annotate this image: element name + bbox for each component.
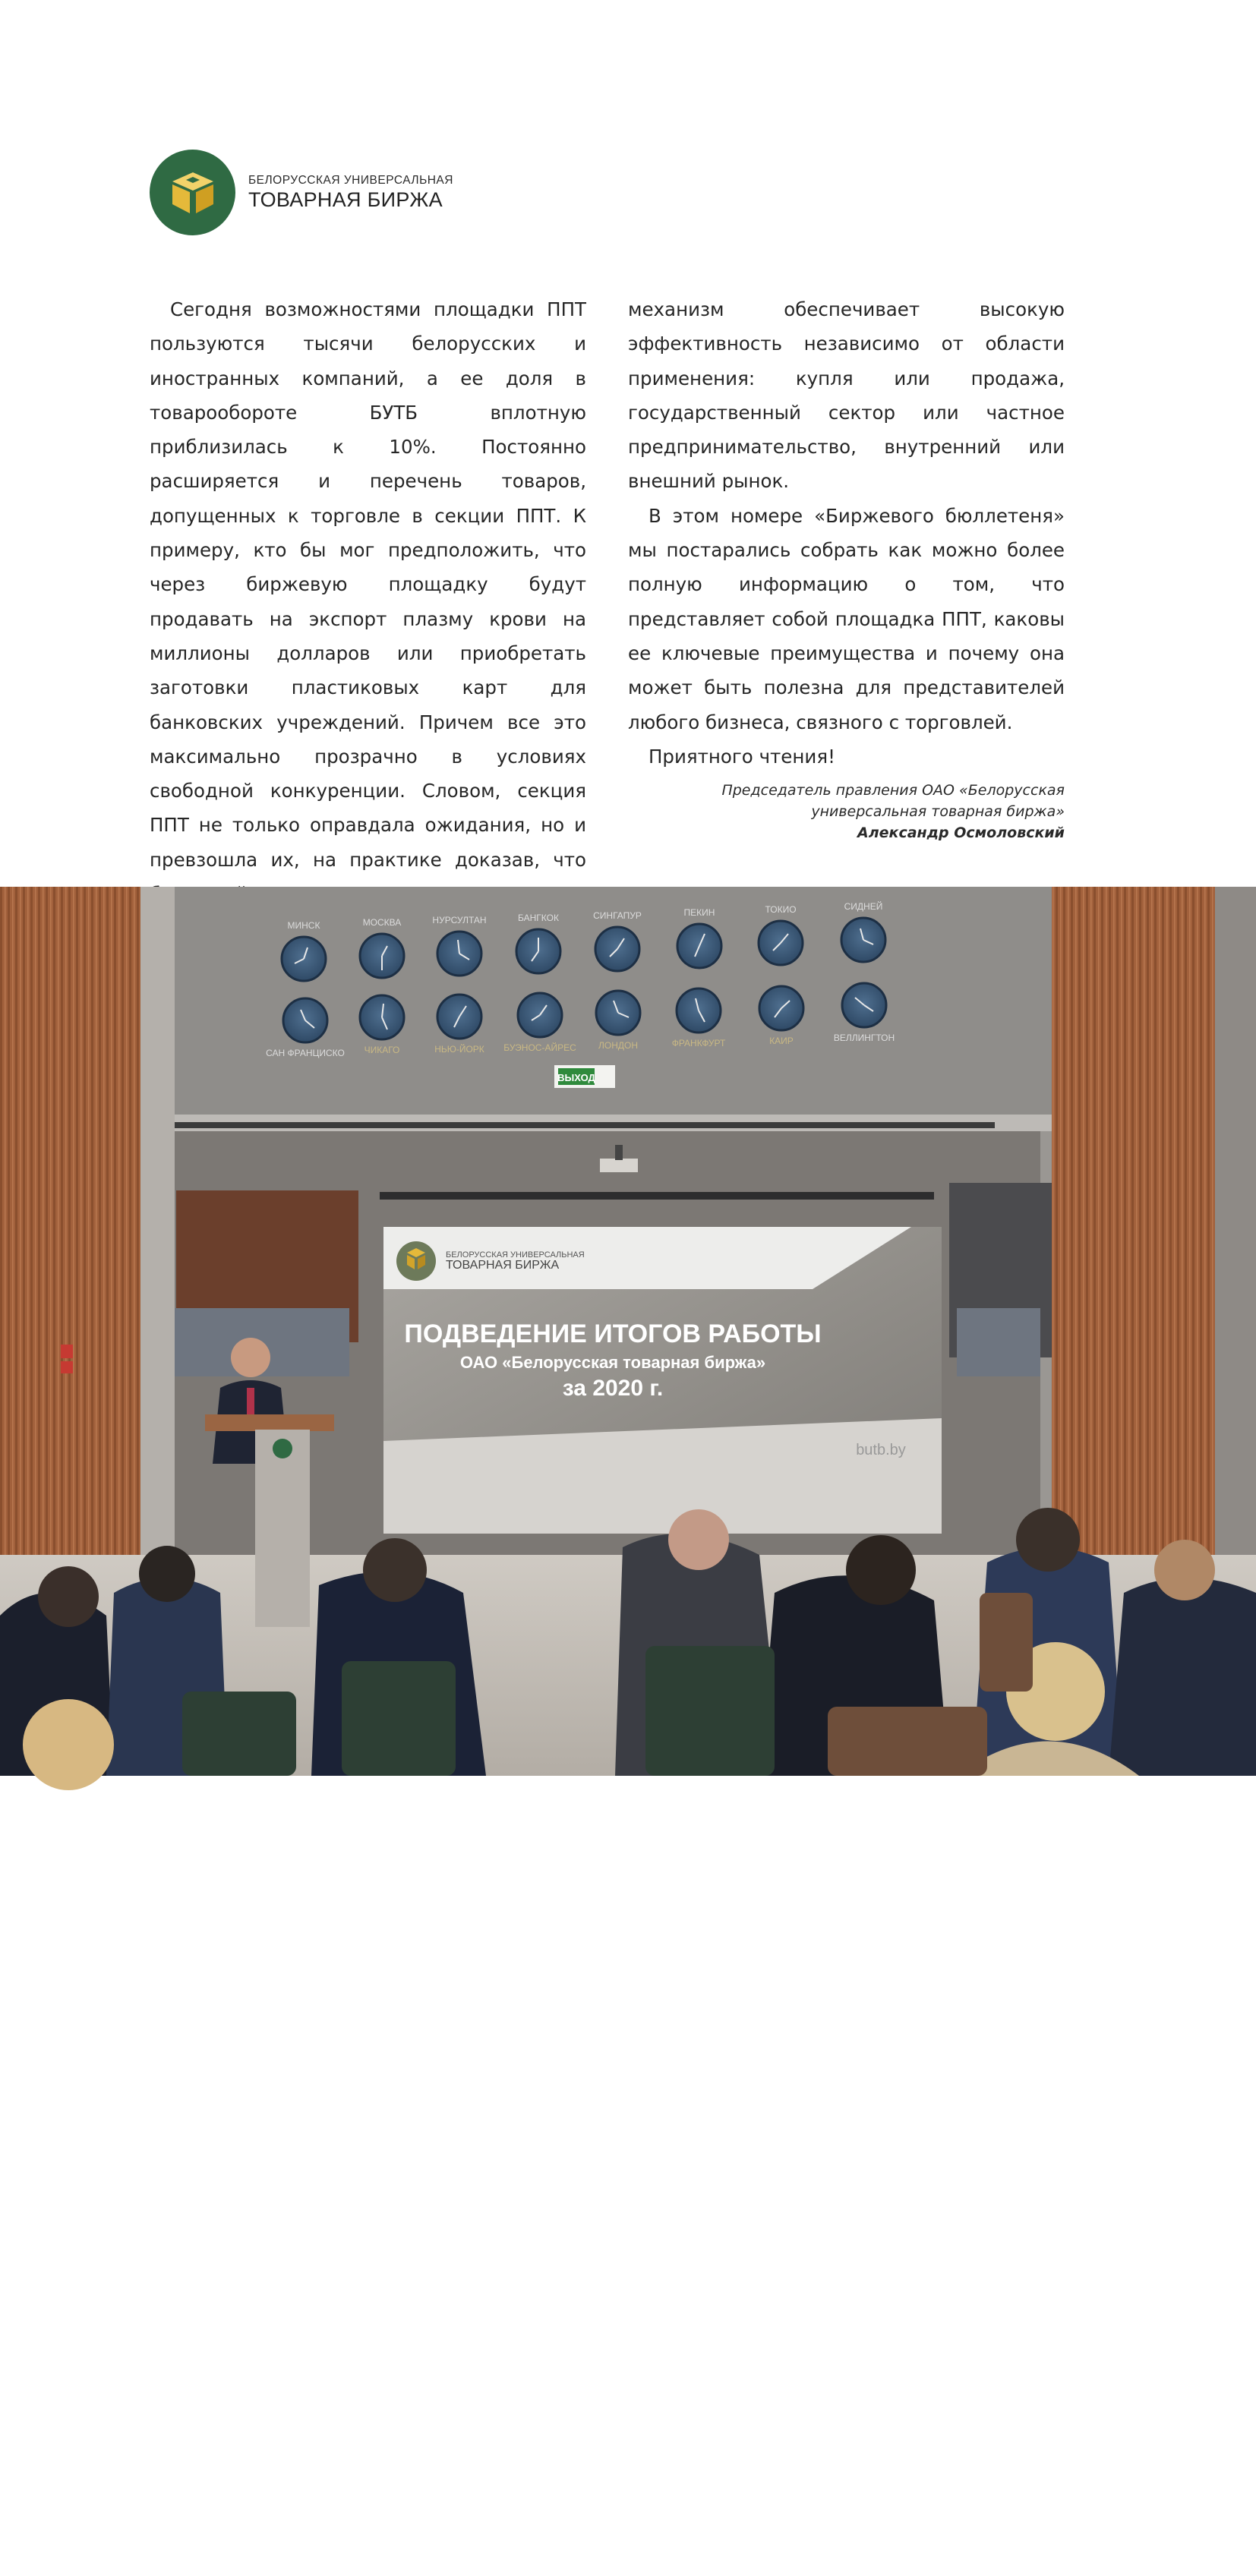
logo-line-1: БЕЛОРУССКАЯ УНИВЕРСАЛЬНАЯ [248, 173, 453, 187]
clock-label: ФРАНКФУРТ [671, 1038, 726, 1048]
clock-label: ЧИКАГО [364, 1045, 400, 1055]
screen-logo-line1: БЕЛОРУССКАЯ УНИВЕРСАЛЬНАЯ [446, 1250, 585, 1260]
exchange-logo [150, 150, 453, 235]
clock-label: СИНГАПУР [593, 910, 642, 921]
clock-label: БУЭНОС-АЙРЕС [503, 1042, 576, 1053]
article-paragraph: В этом номере «Биржевого бюллетеня» мы постарались собрать как можно более полную информацию о том, что представляет собой площадка ППТ, каковы ее ключевые преимущества и почему она может быть полезна для представителей любого бизнеса, связного с торговлей. [628, 504, 1065, 733]
clock-label: САН ФРАНЦИСКО [266, 1048, 345, 1058]
exit-sign: ВЫХОД [557, 1072, 595, 1083]
screen-url: butb.by [856, 1442, 906, 1458]
footer-issue: 2021 | № 2(64) [883, 2548, 1039, 2571]
clock-label: КАИР [769, 1036, 794, 1046]
screen-title: ПОДВЕДЕНИЕ ИТОГОВ РАБОТЫ [404, 1320, 822, 1348]
screen-subtitle: ОАО «Белорусская товарная биржа» [459, 1353, 766, 1372]
article-column-right [628, 292, 1065, 843]
clock-label: ПЕКИН [683, 907, 715, 918]
page-number: 3 [1118, 2545, 1138, 2576]
logo-line-2: ТОВАРНАЯ БИРЖА [248, 188, 443, 211]
clock-label: БАНГКОК [518, 913, 559, 923]
signature-name: Александр Осмоловский [857, 825, 1065, 842]
clock-label: ВЕЛЛИНГТОН [833, 1033, 895, 1043]
conference-photo [0, 887, 1256, 2576]
footer-publication-title: Биржевой бюллетень [640, 2548, 874, 2571]
signature-position-line2: универсальная товарная биржа» [811, 803, 1065, 821]
article-column-left [150, 292, 586, 911]
clock-label: ТОКИО [765, 904, 797, 915]
clock-label: МИНСК [287, 920, 320, 931]
screen-year: за 2020 г. [562, 1376, 664, 1401]
clock-label: НУРСУЛТАН [432, 915, 487, 925]
signature [628, 780, 1065, 843]
clock-label: ЛОНДОН [598, 1040, 639, 1051]
clock-label: НЬЮ-ЙОРК [434, 1044, 484, 1055]
signature-position-line1: Председатель правления ОАО «Белорусская [721, 782, 1065, 799]
cube-logo-icon [150, 150, 235, 235]
page-footer [0, 2545, 1256, 2576]
article-paragraph: механизм обеспечивает высокую эффективность независимо от области применения: купля или продажа, государственный сектор или частное предпринимательство, внутренний или внешний рынок. [628, 298, 1065, 493]
screen-logo-line2: ТОВАРНАЯ БИРЖА [446, 1259, 560, 1272]
article-paragraph: Приятного чтения! [649, 745, 835, 768]
clock-label: СИДНЕЙ [844, 901, 883, 912]
clock-label: МОСКВА [362, 917, 402, 928]
article-paragraph: Сегодня возможностями площадки ППТ пользуются тысячи белорусских и иностранных компаний, а ее доля в товарообороте БУТБ вплотную приблизилась к 10%. Постоянно расширяется и перечень товаров, допущенных к торговле в секции ППТ. К примеру, кто бы мог предположить, что через биржевую площадку будут продавать на экспорт плазму крови на миллионы долларов или приобретать заготовки пластиковых карт для банковских учреждений. Причем все это максимально прозрачно в условиях свободной конкуренции. Словом, секция ППТ не только оправдала ожидания, но и превзошла их, на практике доказав, что [150, 298, 586, 871]
